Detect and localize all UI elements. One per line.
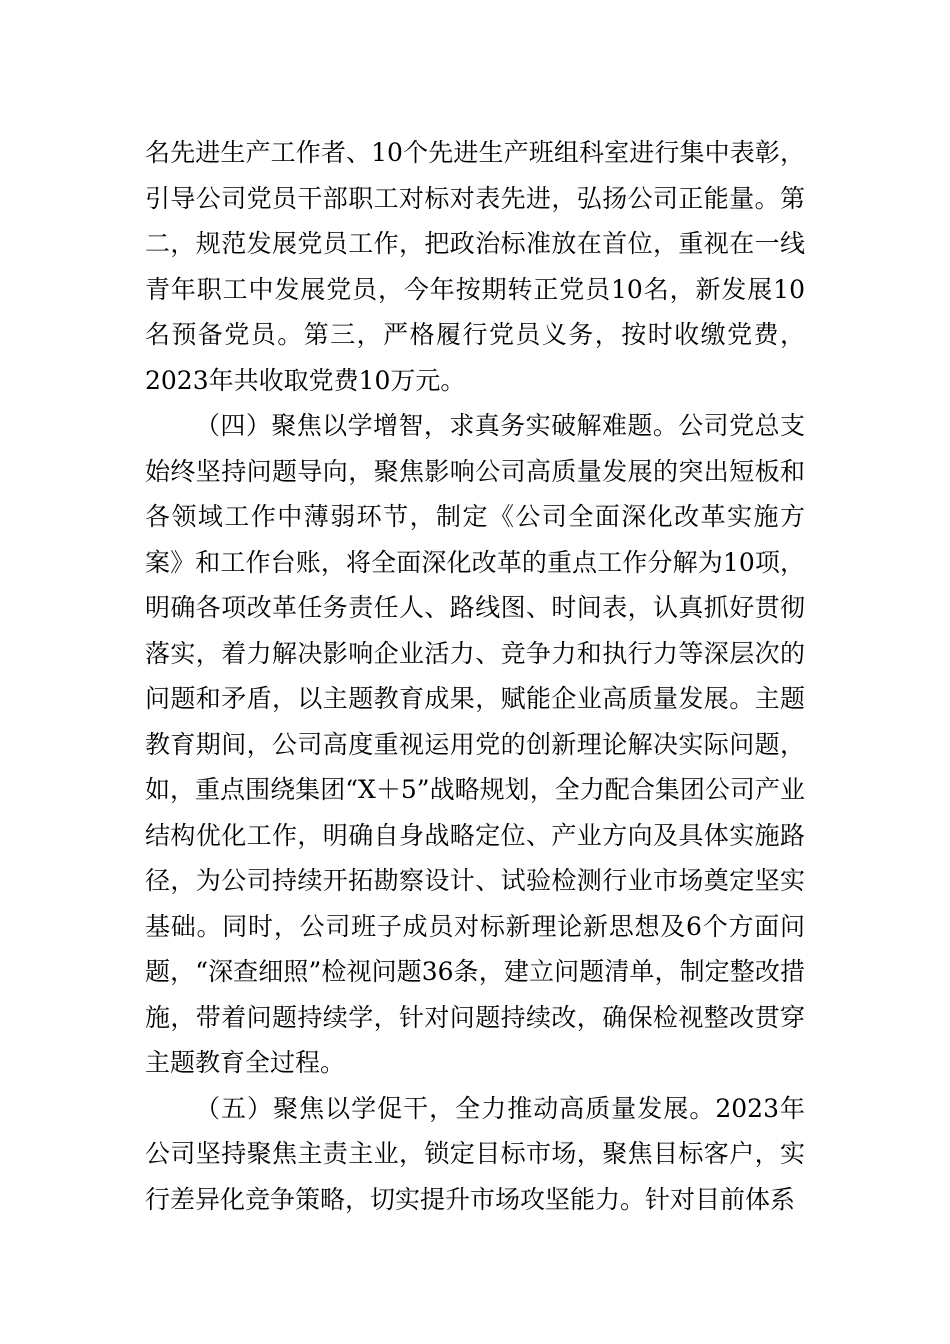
paragraph-commendation-and-party-members: 名先进生产工作者、10个先进生产班组科室进行集中表彰，引导公司党员干部职工对标对表先进，弘扬公司正能量。第二，规范发展党员工作，把政治标准放在首位，重视在一线青年职工中发展党员，今年按期转正党员10名，新发展10名预备党员。第三，严格履行党员义务，按时收缴党费，2023年共收取党费10万元。 <box>145 138 805 395</box>
paragraph-section-five: （五）聚焦以学促干，全力推动高质量发展。2023年公司坚持聚焦主责主业，锁定目标市场，聚焦目标客户，实行差异化竞争策略，切实提升市场攻坚能力。针对目前体系 <box>145 1093 805 1214</box>
paragraph-section-four: （四）聚焦以学增智，求真务实破解难题。公司党总支始终坚持问题导向，聚焦影响公司高质量发展的突出短板和各领域工作中薄弱环节，制定《公司全面深化改革实施方案》和工作台账，将全面深化改革的重点工作分解为10项，明确各项改革任务责任人、路线图、时间表，认真抓好贯彻落实，着力解决影响企业活力、竞争力和执行力等深层次的问题和矛盾，以主题教育成果，赋能企业高质量发展。主题教育期间，公司高度重视运用党的创新理论解决实际问题，如，重点围绕集团“X＋5”战略规划，全力配合集团公司产业结构优化工作，明确自身战略定位、产业方向及具体实施路径，为公司持续开拓勘察设计、试验检测行业市场奠定坚实基础。同时，公司班子成员对标新理论新思想及6个方面问题，“深查细照”检视问题36条，建立问题清单，制定整改措施，带着问题持续学，针对问题持续改，确保检视整改贯穿主题教育全过程。 <box>145 411 805 1077</box>
document-body <box>145 130 805 1222</box>
